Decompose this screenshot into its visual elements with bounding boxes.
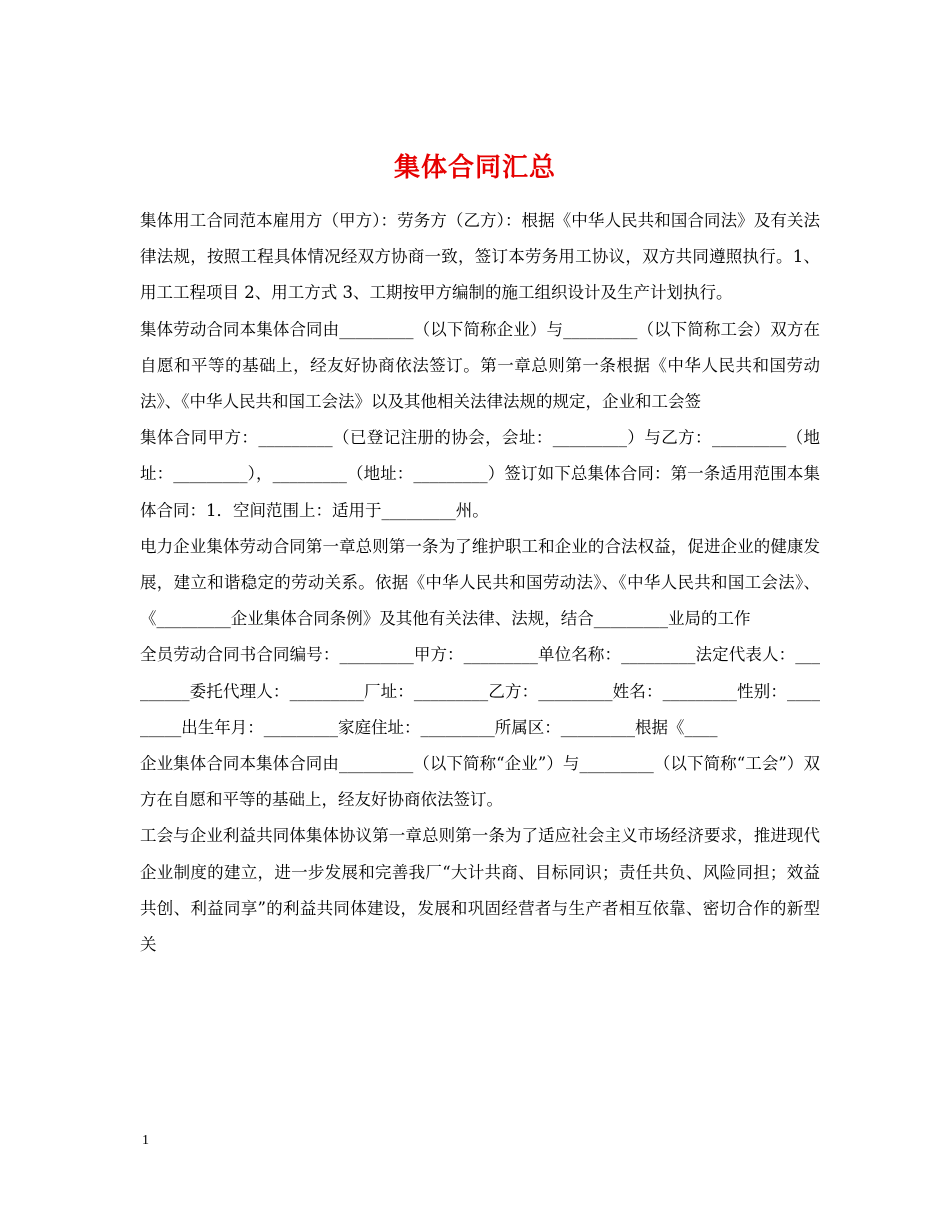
document-title: 集体合同汇总 — [393, 153, 556, 184]
page-number: 1 — [142, 1133, 149, 1148]
paragraph-3: 集体合同甲方：_________（已登记注册的协会，会址：_________）与乙方：_________（地址：_________），_________（地址：_________）签订如下总集体合同：第一条适用范围本集体合同：1．空间范围上：适用于_________州。 — [140, 428, 820, 520]
document-body — [140, 203, 820, 963]
paragraph-2: 集体劳动合同本集体合同由_________（以下简称企业）与_________（以下简称工会）双方在自愿和平等的基础上，经友好协商依法签订。第一章总则第一条根据《中华人民共和国劳动法》、《中华人民共和国工会法》以及其他相关法律法规的规定，企业和工会签 — [140, 319, 820, 412]
paragraph-5: 全员劳动合同书合同编号：_________甲方：_________单位名称：_________法定代表人：_________委托代理人：_________厂址：_________乙方：_________姓名：_________性别：_________出生年月：_________家庭住址：_________所属区：_________根据《____ — [140, 645, 820, 737]
paragraph-1: 集体用工合同范本雇用方（甲方）：劳务方（乙方）：根据《中华人民共和国合同法》及有关法律法规，按照工程具体情况经双方协商一致，签订本劳务用工协议，双方共同遵照执行。1、用工工程项目 2、用工方式 3、工期按甲方编制的施工组织设计及生产计划执行。 — [140, 211, 820, 303]
paragraph-7: 工会与企业利益共同体集体协议第一章总则第一条为了适应社会主义市场经济要求，推进现代企业制度的建立，进一步发展和完善我厂“大计共商、目标同识；责任共负、风险同担；效益共创、利益同享”的利益共同体建设，发展和巩固经营者与生产者相互依靠、密切合作的新型关 — [140, 826, 820, 955]
paragraph-4: 电力企业集体劳动合同第一章总则第一条为了维护职工和企业的合法权益，促进企业的健康发展，建立和谐稳定的劳动关系。依据《中华人民共和国劳动法》、《中华人民共和国工会法》、《_________企业集体合同条例》及其他有关法律、法规，结合_________业局的工作 — [140, 536, 820, 629]
paragraph-6: 企业集体合同本集体合同由_________（以下简称“企业”）与_________（以下简称“工会”）双方在自愿和平等的基础上，经友好协商依法签订。 — [140, 754, 820, 810]
